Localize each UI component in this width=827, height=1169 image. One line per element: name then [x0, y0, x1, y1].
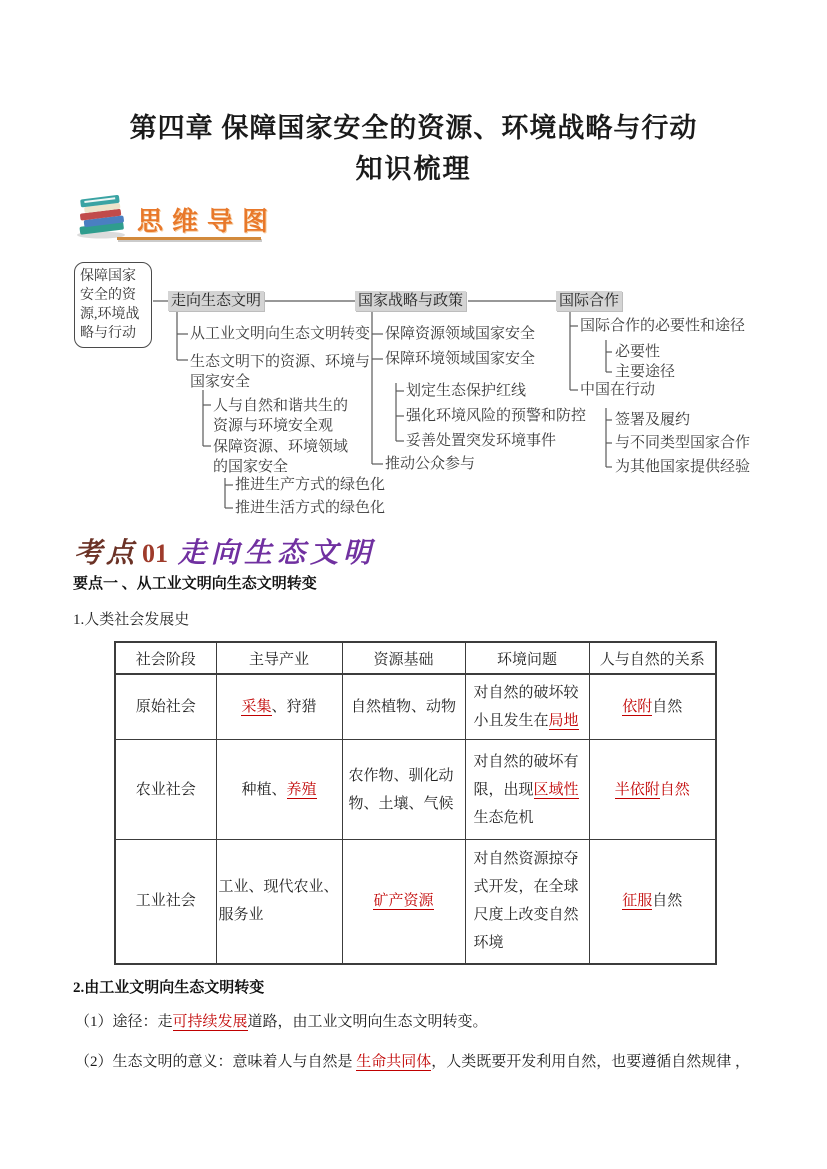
list-item-1-title: 1.人类社会发展史 [73, 612, 190, 628]
paragraph-text: （1）途径：走 [75, 1014, 173, 1030]
cell-text: 农作物、驯化动物、土壤、气候 [348, 767, 454, 812]
column-header-relation: 人与自然的关系 [589, 642, 716, 674]
cell-relation [589, 674, 716, 740]
mindmap-node: 人与自然和谐共生的资源与环境安全观 [213, 398, 349, 434]
mindmap-node: 推动公众参与 [385, 456, 476, 472]
mindmap-node: 生态文明下的资源、环境与国家安全 [190, 354, 371, 390]
cell-text: 对自然的破坏有限，出现 [473, 753, 579, 798]
column-header-resource: 资源基础 [342, 642, 465, 674]
table-row-agricultural-society [115, 740, 716, 840]
column-header-environment: 环境问题 [465, 642, 589, 674]
mindmap-node: 中国在行动 [580, 382, 656, 398]
mindmap-node: 划定生态保护红线 [406, 383, 527, 399]
cell-text: 对自然的破坏较小且发生在 [473, 685, 579, 729]
paragraph-text: （2）生态文明的意义：意味着人与自然是 [75, 1054, 357, 1070]
kaodian-title: 走向生态文明 [178, 538, 377, 569]
highlighted-text: 征服 [622, 893, 653, 910]
highlighted-text: 生命共同体 [356, 1054, 432, 1070]
paragraph-path [75, 1010, 488, 1031]
cell-stage: 原始社会 [115, 674, 216, 740]
cell-environment [465, 740, 589, 840]
highlighted-text: 局地 [548, 713, 579, 729]
mindmap-node: 主要途径 [615, 364, 676, 380]
cell-resource [342, 740, 465, 840]
highlighted-text: 区域性 [533, 781, 579, 798]
cell-text: 生态危机 [473, 809, 534, 826]
key-point-heading: 要点一 、从工业文明向生态文明转变 [73, 576, 317, 592]
cell-stage: 工业社会 [115, 840, 216, 964]
cell-industry [216, 740, 342, 840]
mindmap-node: 保障环境领域国家安全 [385, 351, 536, 367]
mindmap-node: 国际合作的必要性和途径 [580, 318, 746, 334]
cell-resource [342, 840, 465, 964]
table-header-row [115, 642, 716, 674]
highlighted-text: 矿产资源 [373, 893, 434, 910]
cell-stage: 农业社会 [115, 740, 216, 840]
cell-text: 种植、 [241, 781, 287, 798]
mindmap-node: 保障资源领域国家安全 [385, 326, 536, 342]
highlighted-text: 依附 [622, 699, 653, 715]
cell-text: 对自然资源掠夺式开发，在全球尺度上改变自然环境 [473, 851, 579, 952]
document-subtitle: 知识梳理 [355, 154, 472, 184]
section-underline [117, 237, 261, 240]
mindmap-node: 与不同类型国家合作 [615, 435, 751, 451]
cell-text: 自然 [652, 699, 683, 715]
cell-environment [465, 674, 589, 740]
highlighted-text: 采集 [241, 699, 272, 715]
mindmap-node: 为其他国家提供经验 [615, 459, 751, 475]
books-icon [74, 190, 130, 240]
column-header-industry: 主导产业 [216, 642, 342, 674]
paragraph-text: ，人类既要开发利用自然，也要遵循自然规律 ， [431, 1054, 751, 1070]
mindmap-node: 从工业文明向生态文明转变 [190, 326, 371, 342]
cell-text: 自然植物、动物 [350, 699, 456, 715]
cell-text: 自然 [652, 893, 683, 910]
paragraph-text: 道路，由工业文明向生态文明转变。 [247, 1014, 488, 1030]
highlighted-text: 养殖 [286, 781, 317, 798]
paragraph-meaning [75, 1050, 750, 1071]
column-header-stage: 社会阶段 [115, 642, 216, 674]
kaodian-number: 01 [142, 539, 169, 568]
kaodian-heading [74, 531, 376, 571]
mindmap-node-international-cooperation: 国际合作 [556, 291, 622, 311]
mindmap-section-title: 思维导图 [137, 207, 278, 236]
cell-relation [589, 740, 716, 840]
cell-resource [342, 674, 465, 740]
mindmap-node-national-strategy: 国家战略与政策 [355, 291, 466, 311]
kaodian-label: 考点 [74, 538, 139, 569]
table-row-primitive-society [115, 674, 716, 740]
mindmap-node: 妥善处置突发环境事件 [406, 433, 557, 449]
cell-environment [465, 840, 589, 964]
mindmap-node: 强化环境风险的预警和防控 [406, 408, 587, 424]
cell-text: 、狩猎 [271, 699, 317, 715]
highlighted-text: 可持续发展 [172, 1014, 248, 1030]
cell-relation [589, 840, 716, 964]
mindmap-node: 推进生产方式的绿色化 [235, 477, 386, 493]
mindmap-node-eco-civilization: 走向生态文明 [168, 291, 264, 311]
cell-industry [216, 840, 342, 964]
mindmap-root-node: 保障国家安全的资源,环境战略与行动 [74, 262, 152, 348]
mindmap-node: 必要性 [615, 344, 661, 360]
table-row-industrial-society [115, 840, 716, 964]
document-title: 第四章 保障国家安全的资源、环境战略与行动 [129, 113, 698, 143]
cell-industry [216, 674, 342, 740]
mindmap-node: 推进生活方式的绿色化 [235, 500, 386, 516]
cell-text: 自然 [659, 781, 690, 798]
mindmap-node: 保障资源、环境领域的国家安全 [213, 439, 349, 475]
cell-text: 工业、现代农业、服务业 [218, 879, 339, 924]
human-society-development-table [114, 641, 717, 965]
mindmap-node: 签署及履约 [615, 412, 691, 428]
list-item-2-title: 2.由工业文明向生态文明转变 [73, 980, 265, 996]
highlighted-text: 半依附 [614, 781, 660, 798]
